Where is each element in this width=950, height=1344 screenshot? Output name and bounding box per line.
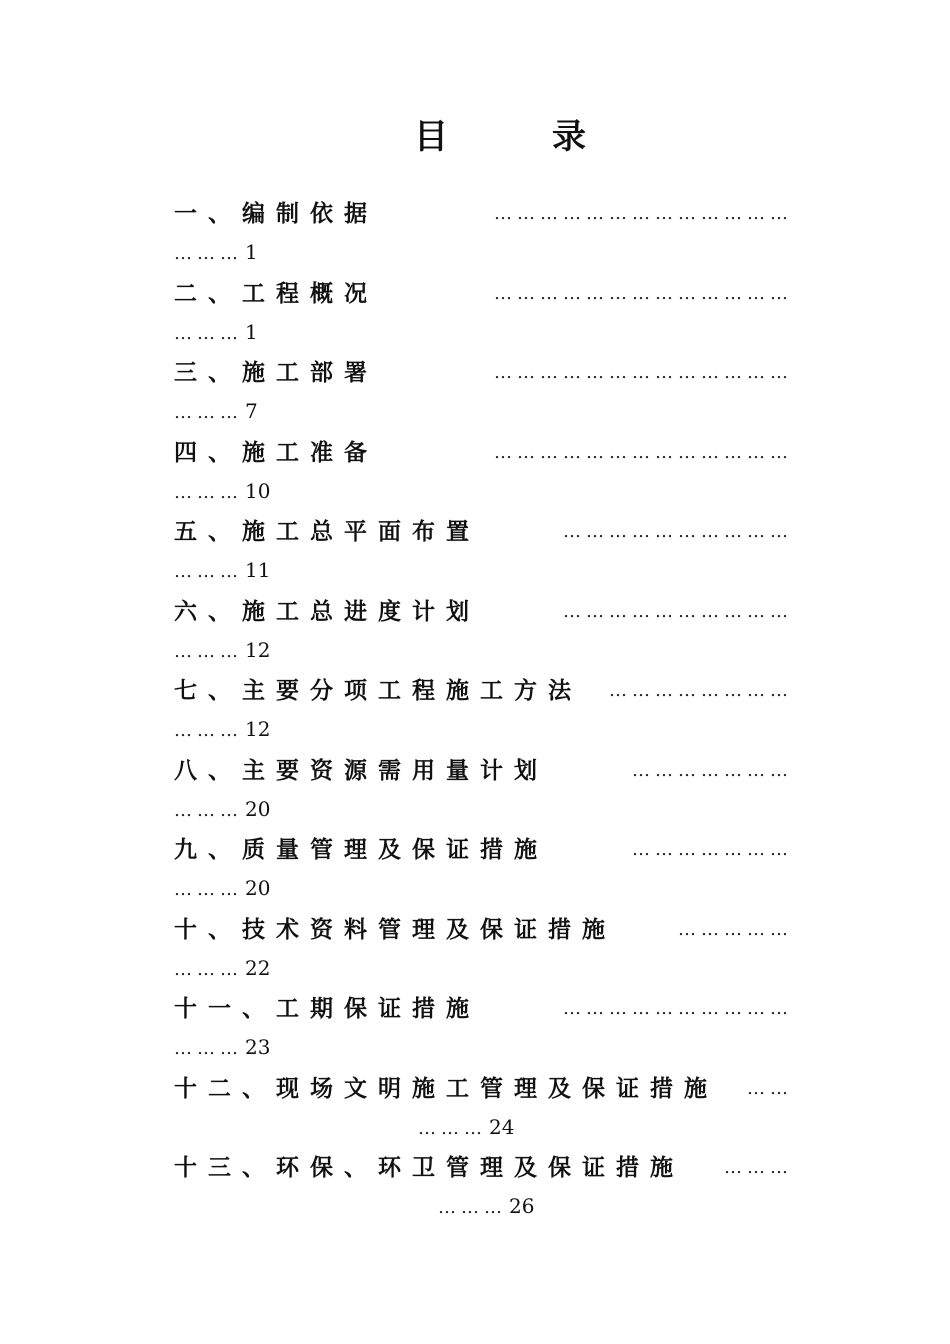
toc-entry[interactable] [0, 914, 950, 994]
toc-title: 工程概况 [242, 280, 378, 307]
toc-number: 三、 [174, 359, 242, 386]
toc-page-number: 11 [245, 558, 271, 582]
toc-leader: …… [747, 1078, 793, 1099]
toc-leader-continued: ……… [174, 402, 243, 423]
toc-title: 环保、环卫管理及保证措施 [276, 1154, 684, 1181]
toc-title: 工期保证措施 [276, 995, 480, 1022]
toc-page-number: 12 [245, 638, 271, 662]
toc-number: 十三、 [174, 1154, 276, 1181]
toc-entry[interactable] [0, 437, 950, 517]
toc-number: 七、 [174, 677, 242, 704]
toc-leader-continued: ……… [174, 879, 243, 900]
toc-leader-continued: ……… [174, 1038, 243, 1059]
toc-page-number: 20 [245, 876, 271, 900]
toc-entry[interactable] [0, 755, 950, 835]
toc-leader-continued: ……… [174, 720, 243, 741]
toc-number: 六、 [174, 598, 242, 625]
toc-title: 施工总平面布置 [242, 518, 480, 545]
toc-title: 施工总进度计划 [242, 598, 480, 625]
toc-page-number: 22 [245, 956, 271, 980]
toc-number: 十、 [174, 916, 242, 943]
toc-leader-continued: ……… [174, 800, 243, 821]
toc-leader: ………………………… [563, 998, 793, 1019]
toc-leader: ………………… [632, 839, 793, 860]
toc-title: 主要资源需用量计划 [242, 757, 548, 784]
toc-leader-continued: ……… [174, 561, 243, 582]
toc-entry[interactable] [0, 834, 950, 914]
toc-leader: ………………………………… [494, 203, 793, 224]
toc-number: 十二、 [174, 1075, 276, 1102]
toc-leader: ………………………… [563, 521, 793, 542]
toc-page-number: 7 [245, 399, 258, 423]
toc-leader-continued: ……… [174, 482, 243, 503]
toc-leader-continued: ……… [174, 243, 243, 264]
toc-page-number: 10 [245, 479, 271, 503]
toc-entry[interactable] [0, 1152, 950, 1232]
toc-leader: …………… [678, 919, 793, 940]
toc-page-number: 1 [245, 240, 258, 264]
toc-leader-continued: ……… [174, 959, 243, 980]
toc-leader: ………………………………… [494, 362, 793, 383]
toc-entry[interactable] [0, 357, 950, 437]
toc-entry[interactable] [0, 993, 950, 1073]
toc-page-number: 12 [245, 717, 271, 741]
toc-title: 技术资料管理及保证措施 [242, 916, 616, 943]
toc-page-number: 20 [245, 797, 271, 821]
toc-page-number: 1 [245, 320, 258, 344]
toc-number: 一、 [174, 200, 242, 227]
toc-leader: ………………… [632, 760, 793, 781]
page-title [0, 112, 950, 162]
toc-leader: …………………… [609, 680, 793, 701]
toc-number: 四、 [174, 439, 242, 466]
toc-title: 编制依据 [242, 200, 378, 227]
toc-entry[interactable] [0, 516, 950, 596]
toc-entry[interactable] [0, 675, 950, 755]
toc-number: 二、 [174, 280, 242, 307]
toc-number: 五、 [174, 518, 242, 545]
toc-number: 八、 [174, 757, 242, 784]
toc-leader: ……… [724, 1157, 793, 1178]
toc-title: 主要分项工程施工方法 [242, 677, 582, 704]
toc-leader-continued: ……… [174, 323, 243, 344]
title-char-1: 目 [414, 117, 448, 157]
toc-title: 施工部署 [242, 359, 378, 386]
toc-leader: ………………………………… [494, 442, 793, 463]
toc-number: 九、 [174, 836, 242, 863]
toc-leader-continued: ……… [438, 1197, 507, 1218]
toc-page-number: 26 [509, 1194, 535, 1218]
toc-title: 现场文明施工管理及保证措施 [276, 1075, 718, 1102]
toc-title: 质量管理及保证措施 [242, 836, 548, 863]
toc-entry[interactable] [0, 596, 950, 676]
toc-leader-continued: ……… [174, 641, 243, 662]
toc-page-number: 23 [245, 1035, 271, 1059]
toc-entry[interactable] [0, 278, 950, 358]
toc-leader: ………………………… [563, 601, 793, 622]
toc-page-number: 24 [489, 1115, 515, 1139]
toc-leader-continued: ……… [418, 1118, 487, 1139]
toc-leader: ………………………………… [494, 283, 793, 304]
toc-entry[interactable] [0, 1073, 950, 1153]
toc-number: 十一、 [174, 995, 276, 1022]
toc-entry[interactable] [0, 198, 950, 278]
toc-title: 施工准备 [242, 439, 378, 466]
title-char-2: 录 [552, 117, 586, 157]
